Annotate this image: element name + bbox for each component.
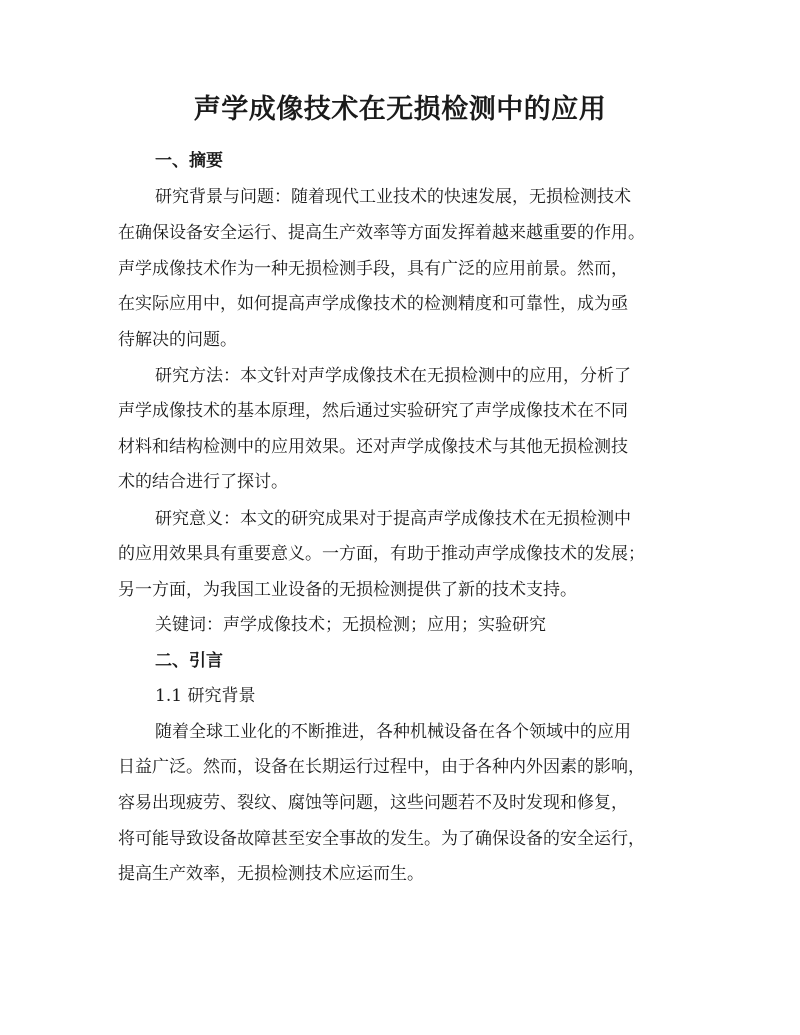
intro-line: 日益广泛。然而，设备在长期运行过程中，由于各种内外因素的影响， <box>118 757 645 777</box>
intro-line: 容易出现疲劳、裂纹、腐蚀等问题，这些问题若不及时发现和修复， <box>118 793 628 813</box>
abstract-line: 另一方面，为我国工业设备的无损检测提供了新的技术支持。 <box>118 580 577 600</box>
abstract-line: 在确保设备安全运行、提高生产效率等方面发挥着越来越重要的作用。 <box>118 223 645 243</box>
keywords-line: 关键词：声学成像技术；无损检测；应用；实验研究 <box>155 615 546 635</box>
subsection-heading: 1.1 研究背景 <box>155 686 256 706</box>
abstract-line: 研究意义：本文的研究成果对于提高声学成像技术在无损检测中 <box>155 509 631 529</box>
intro-heading: 二、引言 <box>155 651 223 671</box>
intro-line: 随着全球工业化的不断推进，各种机械设备在各个领域中的应用 <box>155 722 631 742</box>
intro-line: 提高生产效率，无损检测技术应运而生。 <box>118 864 424 884</box>
abstract-line: 研究背景与问题：随着现代工业技术的快速发展，无损检测技术 <box>155 187 631 207</box>
abstract-line: 材料和结构检测中的应用效果。还对声学成像技术与其他无损检测技 <box>118 437 628 457</box>
abstract-heading: 一、摘要 <box>155 151 223 171</box>
abstract-line: 研究方法：本文针对声学成像技术在无损检测中的应用，分析了 <box>155 366 631 386</box>
abstract-line: 声学成像技术作为一种无损检测手段，具有广泛的应用前景。然而， <box>118 259 628 279</box>
document-title: 声学成像技术在无损检测中的应用 <box>193 94 607 125</box>
abstract-line: 声学成像技术的基本原理，然后通过实验研究了声学成像技术在不同 <box>118 401 628 421</box>
abstract-line: 待解决的问题。 <box>118 330 237 350</box>
abstract-line: 在实际应用中，如何提高声学成像技术的检测精度和可靠性，成为亟 <box>118 294 628 314</box>
abstract-line: 的应用效果具有重要意义。一方面，有助于推动声学成像技术的发展； <box>118 544 645 564</box>
abstract-line: 术的结合进行了探讨。 <box>118 472 288 492</box>
intro-line: 将可能导致设备故障甚至安全事故的发生。为了确保设备的安全运行， <box>118 829 645 849</box>
